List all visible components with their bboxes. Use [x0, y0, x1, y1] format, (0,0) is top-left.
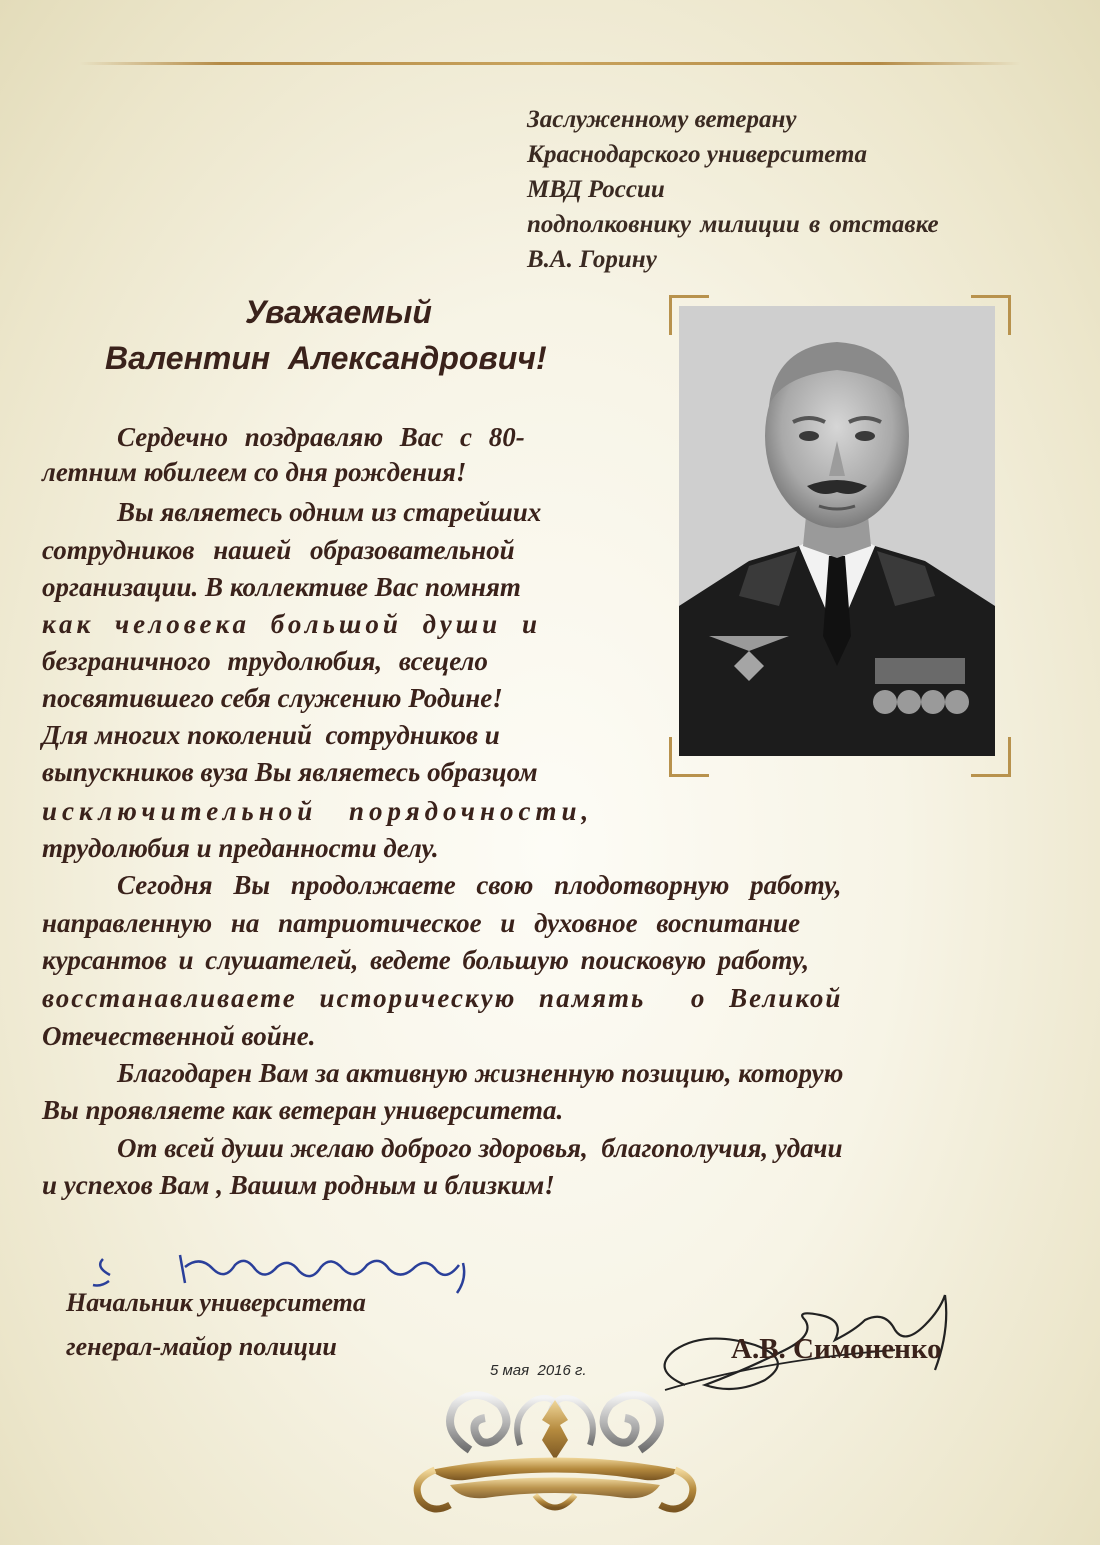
- body-line: Благодарен Вам за активную жизненную позицию, которую: [117, 1058, 844, 1088]
- portrait-photo: [679, 306, 995, 756]
- body-line: восстанавливаете историческую память о Великой: [42, 983, 843, 1013]
- letter-date: 5 мая 2016 г.: [490, 1362, 587, 1379]
- body-line: исключительной порядочности,: [42, 796, 594, 826]
- body-line: организации. В коллективе Вас помнят: [42, 572, 521, 602]
- body-line: безграничного трудолюбия, всецело: [42, 646, 488, 676]
- addressee-line: В.А. Горину: [527, 246, 657, 273]
- body-line: Для многих поколений сотрудников и: [42, 720, 500, 750]
- body-line: трудолюбия и преданности делу.: [42, 833, 439, 863]
- addressee-line: Заслуженному ветерану: [527, 106, 797, 133]
- body-line: летним юбилеем со дня рождения!: [42, 457, 467, 487]
- signer-title-line-2: генерал-майор полиции: [66, 1332, 337, 1361]
- addressee-line: Краснодарского университета: [527, 141, 867, 168]
- body-line: посвятившего себя служению Родине!: [42, 683, 503, 713]
- body-line: Сердечно поздравляю Вас с 80-: [117, 422, 525, 452]
- body-line: Вы проявляете как ветеран университета.: [42, 1095, 564, 1125]
- gold-scroll-ornament: [410, 1370, 700, 1530]
- body-line: как человека большой души и: [42, 609, 541, 639]
- addressee-block: [527, 102, 1087, 277]
- signer-title-line-1: Начальник университета: [66, 1288, 366, 1317]
- greeting-line-2: Валентин Александрович!: [105, 340, 547, 376]
- body-line: выпускников вуза Вы являетесь образцом: [42, 757, 538, 787]
- portrait-illustration: [679, 306, 995, 756]
- body-line: и успехов Вам , Вашим родным и близким!: [42, 1170, 555, 1200]
- top-gold-rule: [80, 62, 1020, 65]
- body-line: направленную на патриотическое и духовное воспитание: [42, 908, 801, 938]
- body-line: Сегодня Вы продолжаете свою плодотворную работу,: [117, 870, 842, 900]
- body-line: Отечественной войне.: [42, 1021, 316, 1051]
- addressee-line: МВД России: [527, 176, 665, 203]
- body-line: курсантов и слушателей, ведете большую поисковую работу,: [42, 945, 810, 975]
- signer-name: А.В. Симоненко: [731, 1333, 942, 1365]
- body-line: Вы являетесь одним из старейших: [117, 497, 542, 527]
- body-line: сотрудников нашей образовательной: [42, 535, 515, 565]
- addressee-line: подполковнику милиции в отставке: [527, 211, 939, 238]
- body-line: От всей души желаю доброго здоровья, благополучия, удачи: [117, 1133, 843, 1163]
- greeting-line-1: Уважаемый: [245, 294, 432, 330]
